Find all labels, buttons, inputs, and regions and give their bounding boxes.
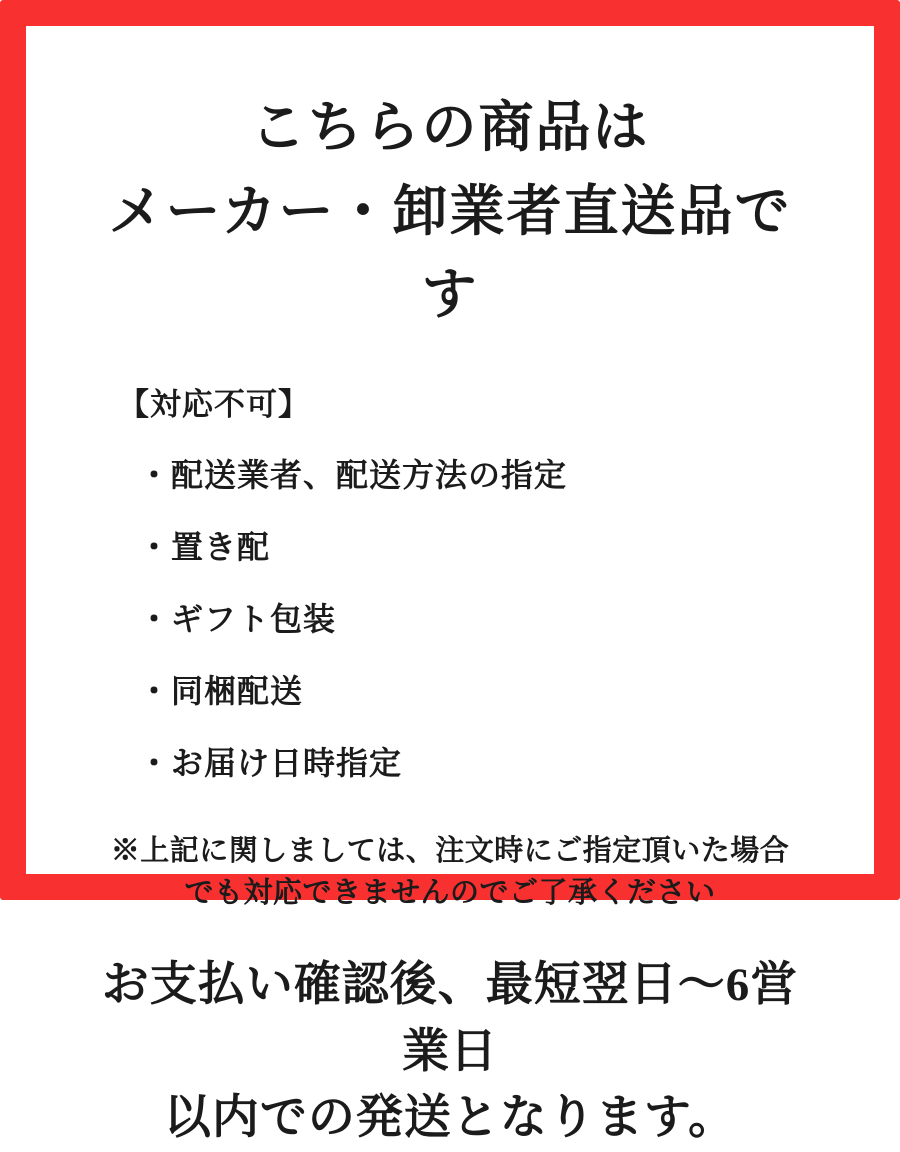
notice-title-line2: メーカー・卸業者直送品です [108, 180, 792, 326]
shipping-statement [92, 952, 808, 1152]
disclaimer-note [92, 830, 808, 914]
notice-title-line1: こちらの商品は [250, 97, 650, 158]
list-item: ・置き配 [138, 528, 271, 565]
unsupported-list [138, 450, 808, 784]
list-item: ・ギフト包装 [138, 600, 337, 637]
unsupported-heading: 【対応不可】 [118, 386, 310, 422]
shipping-statement-line2: 以内での発送となります。 [163, 1092, 737, 1145]
notice-title [92, 86, 808, 337]
notice-content [52, 52, 848, 1145]
disclaimer-note-line2: でも対応できませんのでご了承ください [184, 876, 716, 909]
list-item: ・配送業者、配送方法の指定 [138, 456, 568, 493]
disclaimer-note-line1: ※上記に関しましては、注文時にご指定頂いた場合 [110, 834, 790, 867]
unsupported-section [118, 379, 808, 784]
list-item: ・同梱配送 [138, 672, 304, 709]
shipping-statement-line1: お支払い確認後、最短翌日～6営業日 [101, 958, 799, 1078]
list-item: ・お届け日時指定 [138, 744, 403, 781]
